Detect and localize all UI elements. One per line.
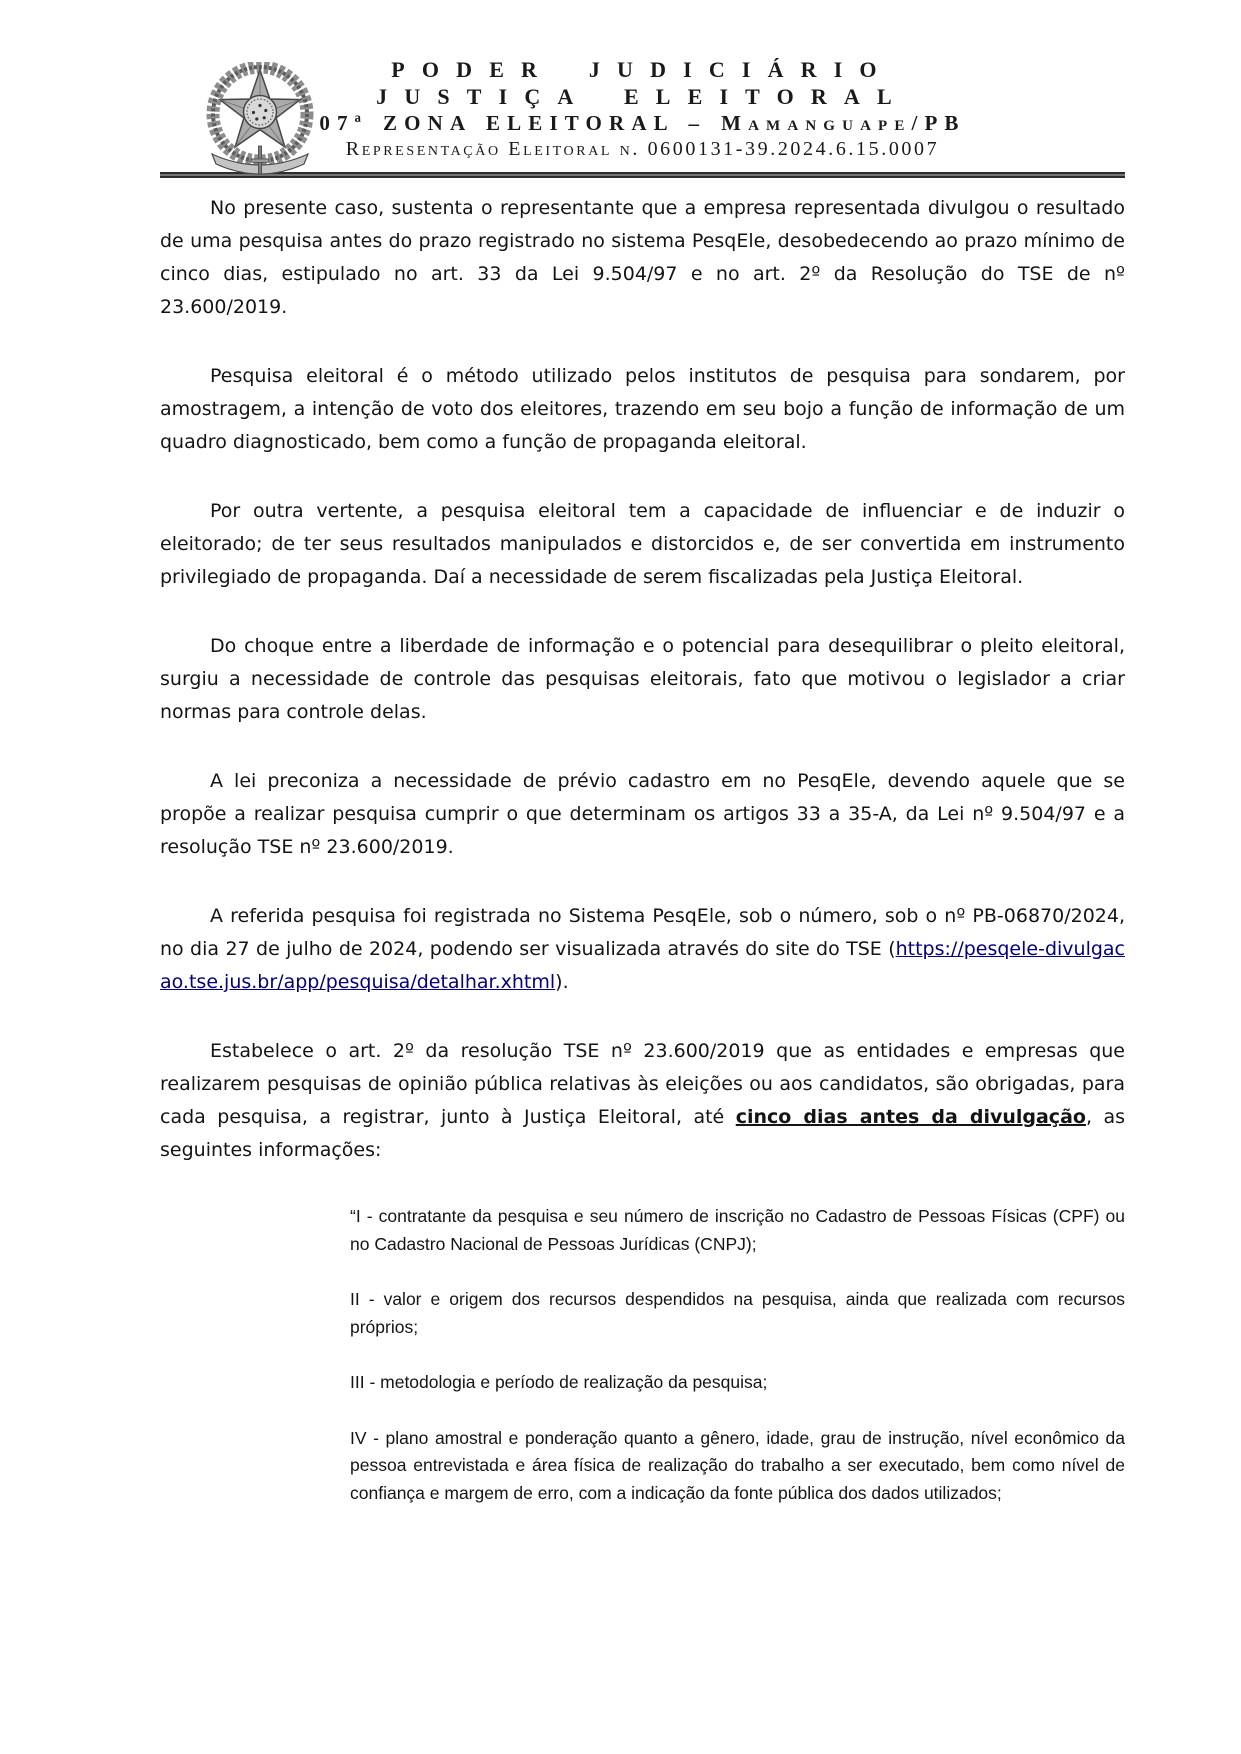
paragraph-5: A lei preconiza a necessidade de prévio cadastro em no PesqEle, devendo aquele que se propõe a realizar pesquisa cumprir o que determinam os artigos 33 a 35-A, da Lei nº 9.504/97 e a resolução TSE nº 23.600/2019. xyxy=(160,770,1125,858)
paragraph-1: No presente caso, sustenta o representante que a empresa representada divulgou o resultado de uma pesquisa antes do prazo registrado no sistema PesqEle, desobedecendo ao prazo mínimo de cinco dias, estipulado no art. 33 da Lei 9.504/97 e no art. 2º da Resolução do TSE de nº 23.600/2019. xyxy=(160,197,1125,318)
header-poder-judiciario: PODER JUDICIÁRIO xyxy=(391,57,894,82)
paragraph-6-closing: ). xyxy=(555,971,569,993)
paragraph-4: Do choque entre a liberdade de informação e o potencial para desequilibrar o pleito eleitoral, surgiu a necessidade de controle das pesquisas eleitorais, fato que motivou o legislador a criar normas para controle delas. xyxy=(160,635,1125,723)
document-header xyxy=(160,0,1125,178)
zone-municipality: Mamanguape/PB xyxy=(721,111,966,135)
quote-item-1: “I - contratante da pesquisa e seu número de inscrição no Cadastro de Pessoas Físicas (CPF) ou no Cadastro Nacional de Pessoas Jurídicas (CNPJ); xyxy=(350,1206,1125,1254)
deadline-emphasis: cinco dias antes da divulgação xyxy=(735,1106,1086,1128)
quote-item-4: IV - plano amostral e ponderação quanto a gênero, idade, grau de instrução, nível econômico da pessoa entrevistada e área física de realização do trabalho a ser executado, bem como nível de confiança e margem de erro, com a indicação da fonte pública dos dados utilizados; xyxy=(350,1427,1125,1503)
paragraph-7-text: Estabelece o art. 2º da resolução TSE nº 23.600/2019 que as entidades e empresas que realizarem pesquisas de opinião pública relativas às eleições ou aos candidatos, são obrigadas, para cada pesquisa, a registrar, junto à Justiça Eleitoral, até xyxy=(160,1040,1125,1128)
header-case-number: Representação Eleitoral n. 0600131-39.2024.6.15.0007 xyxy=(345,138,940,160)
quote-item-3: III - metodologia e período de realização da pesquisa; xyxy=(350,1372,768,1392)
paragraph-2: Pesquisa eleitoral é o método utilizado pelos institutos de pesquisa para sondarem, por amostragem, a intenção de voto dos eleitores, trazendo em seu bojo a função de informação de um quadro diagnosticado, bem como a função de propaganda eleitoral. xyxy=(160,365,1125,453)
zone-dash: – xyxy=(688,111,707,135)
quote-item-2: II - valor e origem dos recursos despendidos na pesquisa, ainda que realizada com recursos próprios; xyxy=(350,1289,1125,1337)
paragraph-6-text: A referida pesquisa foi registrada no Sistema PesqEle, sob o número, sob o nº PB-06870/2024, no dia 27 de julho de 2024, podendo ser visualizada através do site do TSE ( xyxy=(160,905,1125,960)
legal-quotation-block xyxy=(350,1203,1125,1507)
header-justica-eleitoral: JUSTIÇA ELEITORAL xyxy=(376,84,909,109)
paragraph-3: Por outra vertente, a pesquisa eleitoral tem a capacidade de influenciar e de induzir o eleitorado; de ter seus resultados manipulados e distorcidos e, de ser convertida em instrumento privilegiado de propaganda. Daí a necessidade de serem fiscalizadas pela Justiça Eleitoral. xyxy=(160,500,1125,588)
paragraph-7-closing: , as seguintes informações: xyxy=(160,1106,1126,1161)
paragraph-7 xyxy=(160,1035,1125,1167)
zone-label: 07ª ZONA ELEITORAL xyxy=(319,111,674,135)
document-body xyxy=(160,192,1125,1507)
pesqele-link[interactable]: https://pesqele-divulgacao.tse.jus.br/app/pesquisa/detalhar.xhtml xyxy=(160,938,1125,993)
paragraph-6 xyxy=(160,900,1125,999)
brazil-coat-of-arms-icon xyxy=(190,62,330,186)
